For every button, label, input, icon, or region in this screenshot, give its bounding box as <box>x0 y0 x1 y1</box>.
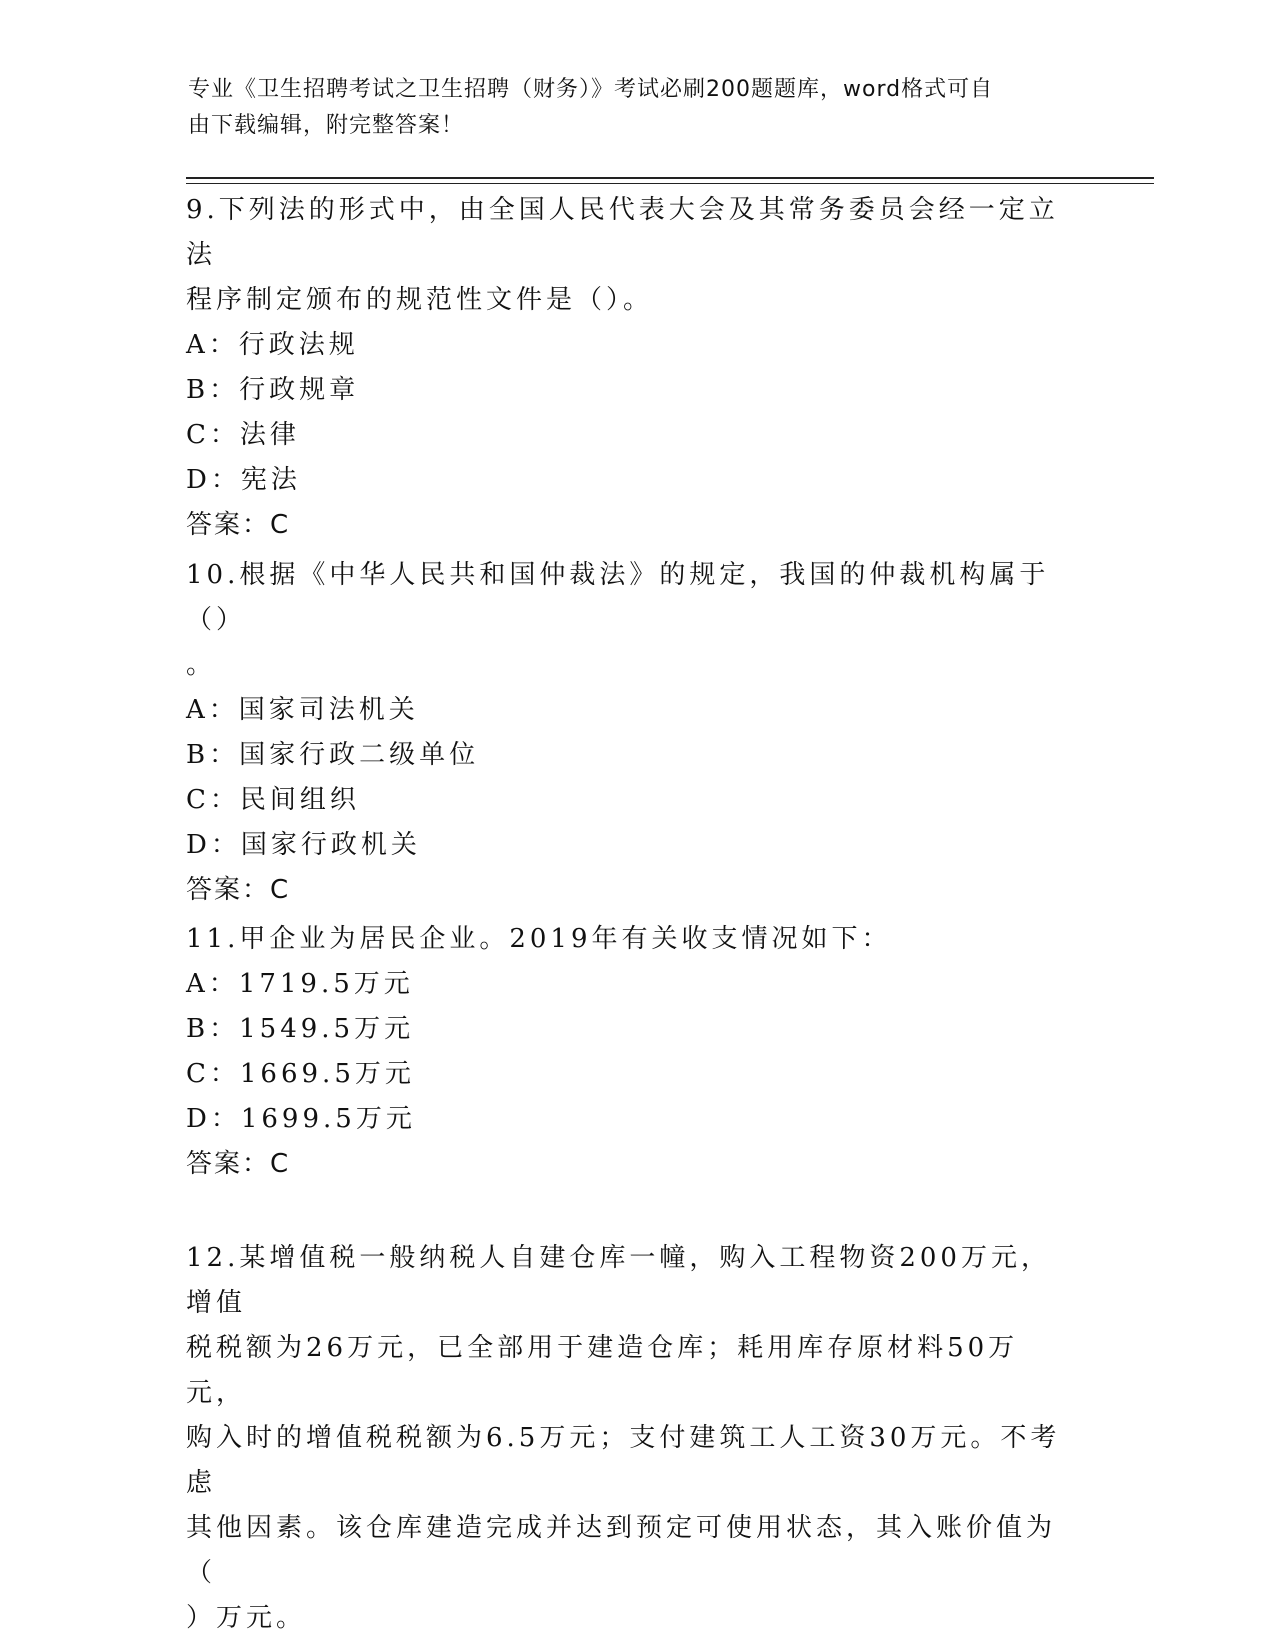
question-stem: 其他因素。该仓库建造完成并达到预定可使用状态，其入账价值为（ <box>186 1513 1057 1588</box>
answer-option: D：国家行政机关 <box>186 830 421 860</box>
question-block <box>186 1236 1066 1641</box>
question-block <box>186 917 1066 1187</box>
question-stem: 税税额为26万元，已全部用于建造仓库；耗用库存原材料50万元， <box>186 1333 1019 1408</box>
question-block <box>186 188 1066 548</box>
document-header <box>188 72 1088 144</box>
answer-option: C：1669.5万元 <box>186 1059 415 1089</box>
header-line: 专业《卫生招聘考试之卫生招聘（财务）》考试必刷200题题库，word格式可自 <box>188 77 994 102</box>
question-stem: 10.根据《中华人民共和国仲裁法》的规定，我国的仲裁机构属于（） <box>186 560 1050 635</box>
question-block <box>186 553 1066 913</box>
question-stem: 12.某增值税一般纳税人自建仓库一幢，购入工程物资200万元，增值 <box>186 1243 1051 1318</box>
answer-key: 答案：C <box>186 510 291 540</box>
header-divider <box>186 177 1154 179</box>
answer-option: B：国家行政二级单位 <box>186 740 480 770</box>
answer-key: 答案：C <box>186 875 291 905</box>
answer-option: A：行政法规 <box>186 330 359 360</box>
answer-option: D：1699.5万元 <box>186 1104 416 1134</box>
answer-option: A：国家司法机关 <box>186 695 419 725</box>
question-stem: 9.下列法的形式中，由全国人民代表大会及其常务委员会经一定立法 <box>186 195 1059 270</box>
question-stem: 购入时的增值税税额为6.5万元；支付建筑工人工资30万元。不考虑 <box>186 1423 1061 1498</box>
answer-option: C：法律 <box>186 420 300 450</box>
answer-option: D：宪法 <box>186 465 301 495</box>
answer-option: C：民间组织 <box>186 785 360 815</box>
question-stem: ）万元。 <box>186 1603 307 1633</box>
header-line: 由下载编辑，附完整答案！ <box>188 113 465 138</box>
header-divider <box>186 183 1154 184</box>
question-stem: 。 <box>186 650 217 680</box>
question-stem: 11.甲企业为居民企业。2019年有关收支情况如下： <box>186 924 892 954</box>
answer-option: B：1549.5万元 <box>186 1014 415 1044</box>
answer-option: A：1719.5万元 <box>186 969 414 999</box>
answer-key: 答案：C <box>186 1149 291 1179</box>
answer-option: B：行政规章 <box>186 375 360 405</box>
question-stem: 程序制定颁布的规范性文件是（）。 <box>186 285 654 315</box>
